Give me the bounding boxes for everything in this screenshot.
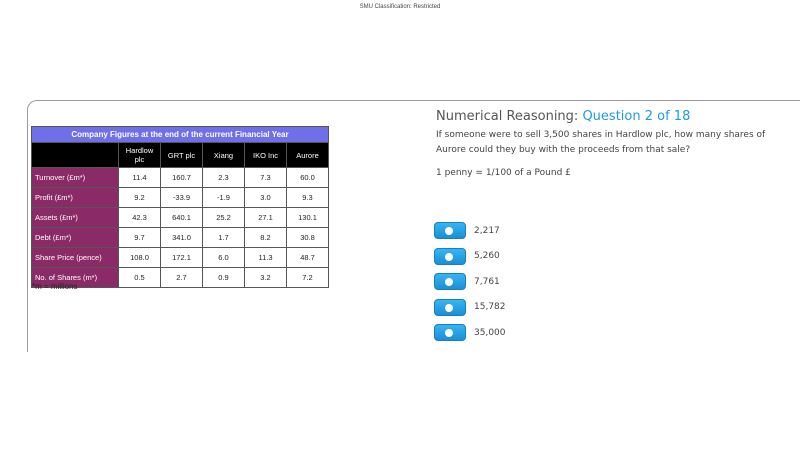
answer-option[interactable] [434, 222, 506, 239]
row-label: No. of Shares (m*) [32, 268, 119, 288]
answer-option[interactable] [434, 299, 506, 316]
radio-button-icon[interactable] [434, 299, 466, 316]
column-header: GRT plc [161, 143, 203, 168]
table-corner [32, 143, 119, 168]
classification-label: SMU Classification: Restricted [359, 4, 441, 10]
table-cell: 2.7 [161, 268, 203, 288]
answer-option[interactable] [434, 273, 506, 290]
question-text: If someone were to sell 3,500 shares in Hardlow plc, how many shares of Aurore could they buy with the proceeds from that sale? [436, 130, 766, 155]
column-header: IKO Inc [245, 143, 287, 168]
question-counter: Question 2 of 18 [582, 109, 691, 124]
radio-button-icon[interactable] [434, 222, 466, 239]
table-footnote: *m = millions [32, 282, 78, 291]
table-cell: -1.9 [203, 188, 245, 208]
table-row [32, 168, 329, 188]
table-cell: 7.3 [245, 168, 287, 188]
table-cell: 42.3 [119, 208, 161, 228]
row-label: Share Price (pence) [32, 248, 119, 268]
radio-button-icon[interactable] [434, 273, 466, 290]
row-label: Profit (£m*) [32, 188, 119, 208]
table-cell: 640.1 [161, 208, 203, 228]
row-label: Debt (£m*) [32, 228, 119, 248]
table-cell: 130.1 [287, 208, 329, 228]
answer-options [434, 222, 506, 350]
answer-option-label[interactable]: 7,761 [474, 276, 500, 287]
table-cell: 6.0 [203, 248, 245, 268]
table-title: Company Figures at the end of the current Financial Year [32, 127, 329, 143]
question-note: 1 penny = 1/100 of a Pound £ [436, 168, 571, 178]
table-cell: 9.2 [119, 188, 161, 208]
table-row [32, 208, 329, 228]
table-cell: 9.7 [119, 228, 161, 248]
question-title [436, 109, 690, 124]
table-row [32, 228, 329, 248]
question-title-prefix: Numerical Reasoning: [436, 109, 579, 124]
company-figures-table [31, 126, 329, 288]
answer-option-label[interactable]: 5,260 [474, 251, 500, 262]
table-cell: 9.3 [287, 188, 329, 208]
answer-option-label[interactable]: 35,000 [474, 327, 506, 338]
table-cell: 2.3 [203, 168, 245, 188]
table-cell: 0.5 [119, 268, 161, 288]
answer-option-label[interactable]: 2,217 [474, 225, 500, 236]
table-cell: 172.1 [161, 248, 203, 268]
table-row [32, 188, 329, 208]
column-header: Aurore [287, 143, 329, 168]
table-cell: 11.4 [119, 168, 161, 188]
table-cell: 3.2 [245, 268, 287, 288]
radio-button-icon[interactable] [434, 248, 466, 265]
table-cell: 108.0 [119, 248, 161, 268]
table-cell: 341.0 [161, 228, 203, 248]
column-header: Xiang [203, 143, 245, 168]
answer-option-label[interactable]: 15,782 [474, 302, 506, 313]
table-cell: 0.9 [203, 268, 245, 288]
table-cell: 1.7 [203, 228, 245, 248]
row-label: Turnover (£m*) [32, 168, 119, 188]
row-label: Assets (£m*) [32, 208, 119, 228]
table-row [32, 248, 329, 268]
radio-button-icon[interactable] [434, 324, 466, 341]
table-cell: 160.7 [161, 168, 203, 188]
answer-option[interactable] [434, 324, 506, 341]
table-cell: 27.1 [245, 208, 287, 228]
table-cell: 11.3 [245, 248, 287, 268]
table-cell: 3.0 [245, 188, 287, 208]
table-cell: 30.8 [287, 228, 329, 248]
table-cell: 60.0 [287, 168, 329, 188]
table-cell: 7.2 [287, 268, 329, 288]
answer-option[interactable] [434, 248, 506, 265]
table-cell: -33.9 [161, 188, 203, 208]
table-cell: 8.2 [245, 228, 287, 248]
table-cell: 25.2 [203, 208, 245, 228]
table-cell: 48.7 [287, 248, 329, 268]
column-header: Hardlow plc [119, 143, 161, 168]
